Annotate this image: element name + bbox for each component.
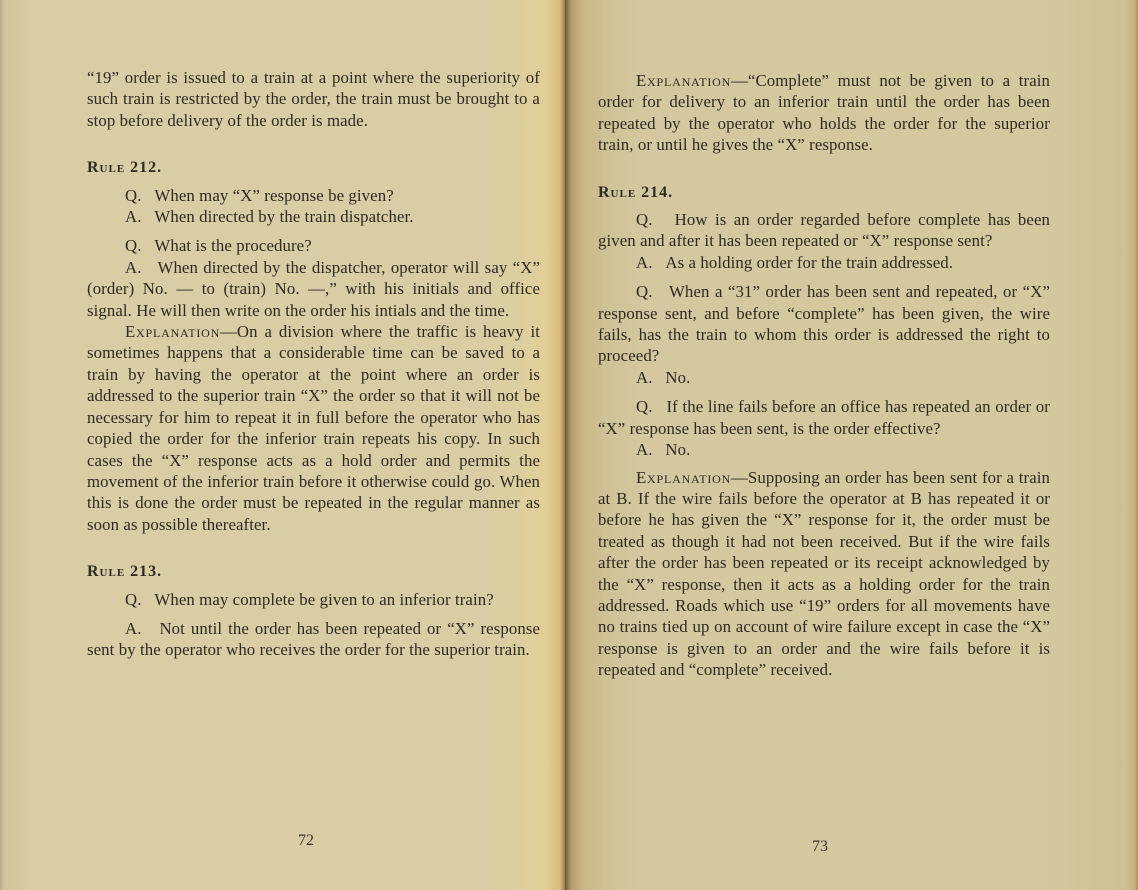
question-text: When may complete be given to an inferior train? xyxy=(154,589,494,609)
explanation-text: —Supposing an order has been sent for a train at B. If the wire fails before the operator at B has repeated it or before he has given the “X” response for it, the order must be treated as though it had not been received. But if the wire fails after the order has been repeated or its receipt acknowledged by the “X” response, then it acts as a holding order for the train addressed. Roads which use “19” orders for all movements have no trains tied up on account of wire failure except in case the “X” response is given to an order and the wire fails before it is repeated and “complete” received. xyxy=(598,467,1050,680)
right-page-text xyxy=(598,70,1050,681)
left-page-text xyxy=(87,67,540,661)
explanation-text: —On a division where the traffic is heavy it sometimes happens that a considerable time can be saved to a train by having the operator at the point where an order is addressed to the superior train “X” the order so that it will not be necessary for him to repeat it in full before the operator who has copied the order for the inferior train repeats his copy. In such cases the “X” response acts as a hold order and permits the movement of the inferior train before it otherwise could go. When this is done the order must be repeated in the regular manner as soon as possible thereafter. xyxy=(87,322,540,534)
answer-text: As a holding order for the train addressed. xyxy=(665,252,954,272)
rule-214-q3 xyxy=(598,396,1050,439)
question-text: What is the procedure? xyxy=(154,236,312,256)
rule-214-q2 xyxy=(598,281,1050,367)
rule-214-heading: Rule 214. xyxy=(598,183,674,201)
a-label: A. xyxy=(125,207,142,227)
page-number-right: 73 xyxy=(812,838,828,855)
q-label: Q. xyxy=(125,185,142,205)
q-label: Q. xyxy=(125,236,142,256)
answer-text: No. xyxy=(665,367,691,387)
rule-214-a2 xyxy=(598,367,1050,388)
a-label: A. xyxy=(636,252,653,272)
answer-text: When directed by the train dispatcher. xyxy=(154,207,414,227)
explanation-label: Explanation xyxy=(636,467,732,487)
question-text: If the line fails before an office has repeated an order or “X” response has been sent, is the order effective? xyxy=(598,397,1050,438)
rule-212-explanation xyxy=(87,321,540,535)
continuation-paragraph: “19” order is issued to a train at a point where the superiority of such train is restricted by the order, the train must be brought to a stop before delivery of the order is made. xyxy=(87,68,540,130)
page-number-left: 72 xyxy=(298,832,314,849)
explanation-label: Explanation xyxy=(636,71,732,90)
answer-text: Not until the order has been repeated or “X” response sent by the operator who receives the order for the superior train. xyxy=(87,618,540,660)
q-label: Q. xyxy=(636,210,653,230)
answer-text: When directed by the dispatcher, operator will say “X” (order) No. — to (train) No. —,” with his initials and office signal. He will then write on the order his intials and the time. xyxy=(87,257,540,320)
q-label: Q. xyxy=(636,397,653,417)
rule-212-heading: Rule 212. xyxy=(87,159,163,177)
a-label: A. xyxy=(125,618,142,638)
right-page xyxy=(565,0,1138,890)
a-label: A. xyxy=(125,257,142,277)
rule-212-q2 xyxy=(87,235,540,256)
question-text: When a “31” order has been sent and repeated, or “X” response sent, and before “complete” has been given, the wire fails, has the train to whom this order is addressed the right to proceed? xyxy=(598,282,1050,366)
explanation-label: Explanation xyxy=(125,322,221,342)
left-page xyxy=(0,0,565,890)
q-label: Q. xyxy=(636,282,653,302)
question-text: When may “X” response be given? xyxy=(154,185,394,205)
rule-213-a1 xyxy=(87,618,540,661)
rule-212-a1 xyxy=(87,206,540,227)
rule-213-heading: Rule 213. xyxy=(87,563,163,581)
rule-214-a3 xyxy=(598,439,1050,460)
rule-213-q1 xyxy=(87,589,540,610)
q-label: Q. xyxy=(125,589,142,609)
rule-214-q1 xyxy=(598,209,1050,252)
a-label: A. xyxy=(636,440,653,460)
explanation-text: —“Complete” must not be given to a train order for delivery to an inferior train until the order has been repeated by the operator who holds the order for the superior train, or until he gives the “X” response. xyxy=(598,71,1050,155)
question-text: How is an order regarded before complete has been given and after it has been repeated or “X” response sent? xyxy=(598,210,1050,251)
rule-212-q1 xyxy=(87,185,540,206)
rule-214-explanation xyxy=(598,467,1050,681)
a-label: A. xyxy=(636,367,653,387)
rule-214-a1 xyxy=(598,252,1050,273)
rule-213-explanation xyxy=(598,70,1050,156)
rule-212-a2 xyxy=(87,257,540,321)
answer-text: No. xyxy=(665,440,691,460)
